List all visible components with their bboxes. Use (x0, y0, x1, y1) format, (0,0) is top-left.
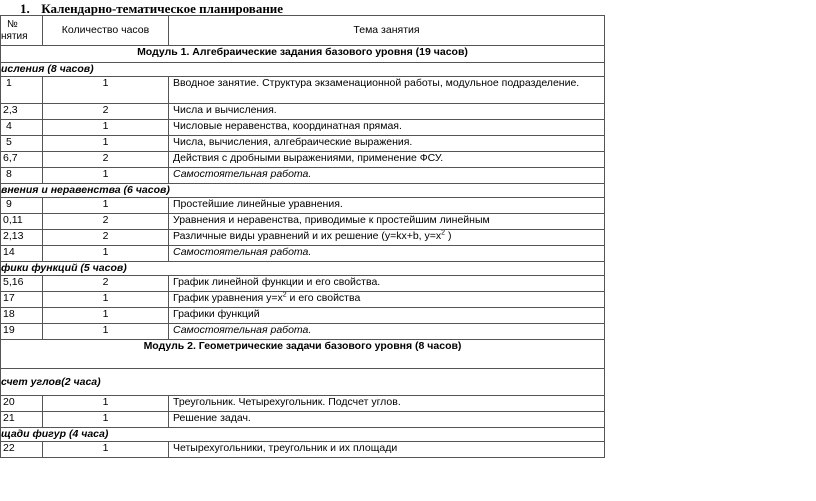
lesson-topic (169, 442, 605, 458)
lesson-hours: 1 (43, 168, 169, 184)
lesson-topic (169, 396, 605, 412)
title-number: 1. (20, 1, 30, 16)
lesson-number: 4 (1, 120, 43, 136)
lesson-hours: 2 (43, 214, 169, 230)
title-text: Календарно-тематическое планирование (41, 1, 284, 16)
table-row (1, 324, 605, 340)
lesson-hours: 2 (43, 230, 169, 246)
lesson-hours: 1 (43, 442, 169, 458)
lesson-topic-text: График линейной функции и его свойства. (173, 276, 381, 288)
section-heading-row (1, 262, 605, 276)
lesson-hours: 1 (43, 246, 169, 262)
lesson-topic-text: Вводное занятие. Структура экзаменационной работы, модульное подразделение. (173, 77, 580, 89)
lesson-number: 21 (1, 412, 43, 428)
table-row (1, 77, 605, 104)
table-row (1, 292, 605, 308)
lesson-topic (169, 412, 605, 428)
lesson-topic (169, 136, 605, 152)
section-heading-row (1, 63, 605, 77)
lesson-topic-text: Четырехугольники, треугольник и их площади (173, 442, 398, 454)
lesson-number: 5,16 (1, 276, 43, 292)
superscript-exponent: 2 (282, 291, 287, 299)
lesson-hours: 1 (43, 136, 169, 152)
module-heading-row (1, 46, 605, 63)
lesson-hours: 1 (43, 198, 169, 214)
lesson-number: 2,3 (1, 104, 43, 120)
section-heading-row (1, 428, 605, 442)
lesson-number: 18 (1, 308, 43, 324)
lesson-hours: 1 (43, 324, 169, 340)
lesson-topic (169, 168, 605, 184)
lesson-topic (169, 246, 605, 262)
lesson-topic-text: Действия с дробными выражениями, применение ФСУ. (173, 152, 444, 164)
schedule-table (0, 15, 605, 458)
section-heading: щади фигур (4 часа) (1, 428, 605, 442)
lesson-topic (169, 292, 605, 308)
table-row (1, 198, 605, 214)
lesson-topic-text: Графики функций (173, 308, 260, 320)
lesson-topic-text: Простейшие линейные уравнения. (173, 198, 343, 210)
table-row (1, 104, 605, 120)
lesson-topic-text: Числовые неравенства, координатная прямая. (173, 120, 402, 132)
lesson-topic (169, 324, 605, 340)
lesson-hours: 1 (43, 292, 169, 308)
lesson-topic-text: Самостоятельная работа. (173, 246, 312, 258)
table-row (1, 214, 605, 230)
header-topic: Тема занятия (169, 16, 605, 46)
lesson-hours: 2 (43, 152, 169, 168)
section-heading: счет углов(2 часа) (1, 369, 605, 396)
section-heading-row (1, 369, 605, 396)
lesson-topic (169, 276, 605, 292)
lesson-topic-text: Числа, вычисления, алгебраические выражения. (173, 136, 413, 148)
header-lesson-number-line2: нятия (1, 30, 28, 42)
table-row (1, 168, 605, 184)
table-row (1, 442, 605, 458)
table-row (1, 230, 605, 246)
lesson-topic (169, 308, 605, 324)
lesson-hours: 2 (43, 104, 169, 120)
lesson-hours: 1 (43, 396, 169, 412)
lesson-number: 14 (1, 246, 43, 262)
superscript-exponent: 2 (441, 229, 446, 237)
table-row (1, 412, 605, 428)
lesson-hours: 1 (43, 120, 169, 136)
lesson-number: 5 (1, 136, 43, 152)
module-heading: Модуль 2. Геометрические задачи базового уровня (8 часов) (1, 340, 605, 369)
lesson-topic (169, 230, 605, 246)
section-heading-row (1, 184, 605, 198)
table-header-row (1, 16, 605, 46)
lesson-topic-tail: ) (445, 230, 452, 242)
section-heading: исления (8 часов) (1, 63, 605, 77)
lesson-hours: 1 (43, 77, 169, 104)
lesson-topic-text: Уравнения и неравенства, приводимые к простейшим линейным (173, 214, 490, 226)
lesson-number: 0,11 (1, 214, 43, 230)
lesson-number: 2,13 (1, 230, 43, 246)
lesson-hours: 1 (43, 308, 169, 324)
lesson-topic-tail: и его свойства (286, 292, 361, 304)
lesson-topic-text: Самостоятельная работа. (173, 168, 312, 180)
lesson-topic-text: Треугольник. Четырехугольник. Подсчет углов. (173, 396, 401, 408)
header-lesson-number (1, 16, 43, 46)
table-row (1, 152, 605, 168)
lesson-hours: 1 (43, 412, 169, 428)
section-heading: фики функций (5 часов) (1, 262, 605, 276)
lesson-topic (169, 104, 605, 120)
lesson-topic (169, 198, 605, 214)
lesson-topic-text: Различные виды уравнений и их решение (у=kx+b, y=x (173, 230, 442, 242)
lesson-topic-text: Самостоятельная работа. (173, 324, 312, 336)
header-hours: Количество часов (43, 16, 169, 46)
header-lesson-number-line1: № (7, 18, 18, 30)
table-row (1, 120, 605, 136)
table-row (1, 308, 605, 324)
lesson-topic-text: Решение задач. (173, 412, 251, 424)
lesson-topic (169, 214, 605, 230)
lesson-number: 6,7 (1, 152, 43, 168)
lesson-number: 9 (1, 198, 43, 214)
table-row (1, 276, 605, 292)
section-heading: внения и неравенства (6 часов) (1, 184, 605, 198)
lesson-number: 8 (1, 168, 43, 184)
lesson-topic (169, 120, 605, 136)
lesson-topic (169, 77, 605, 104)
lesson-topic-text: Числа и вычисления. (173, 104, 277, 116)
lesson-number: 17 (1, 292, 43, 308)
schedule-table-container (0, 15, 604, 458)
lesson-number: 22 (1, 442, 43, 458)
module-heading: Модуль 1. Алгебраические задания базового уровня (19 часов) (1, 46, 605, 63)
lesson-number: 20 (1, 396, 43, 412)
table-row (1, 136, 605, 152)
table-row (1, 396, 605, 412)
lesson-hours: 2 (43, 276, 169, 292)
lesson-topic (169, 152, 605, 168)
lesson-number: 19 (1, 324, 43, 340)
module-heading-row (1, 340, 605, 369)
table-row (1, 246, 605, 262)
lesson-number: 1 (1, 77, 43, 104)
lesson-topic-text: График уравнения у=х (173, 292, 283, 304)
